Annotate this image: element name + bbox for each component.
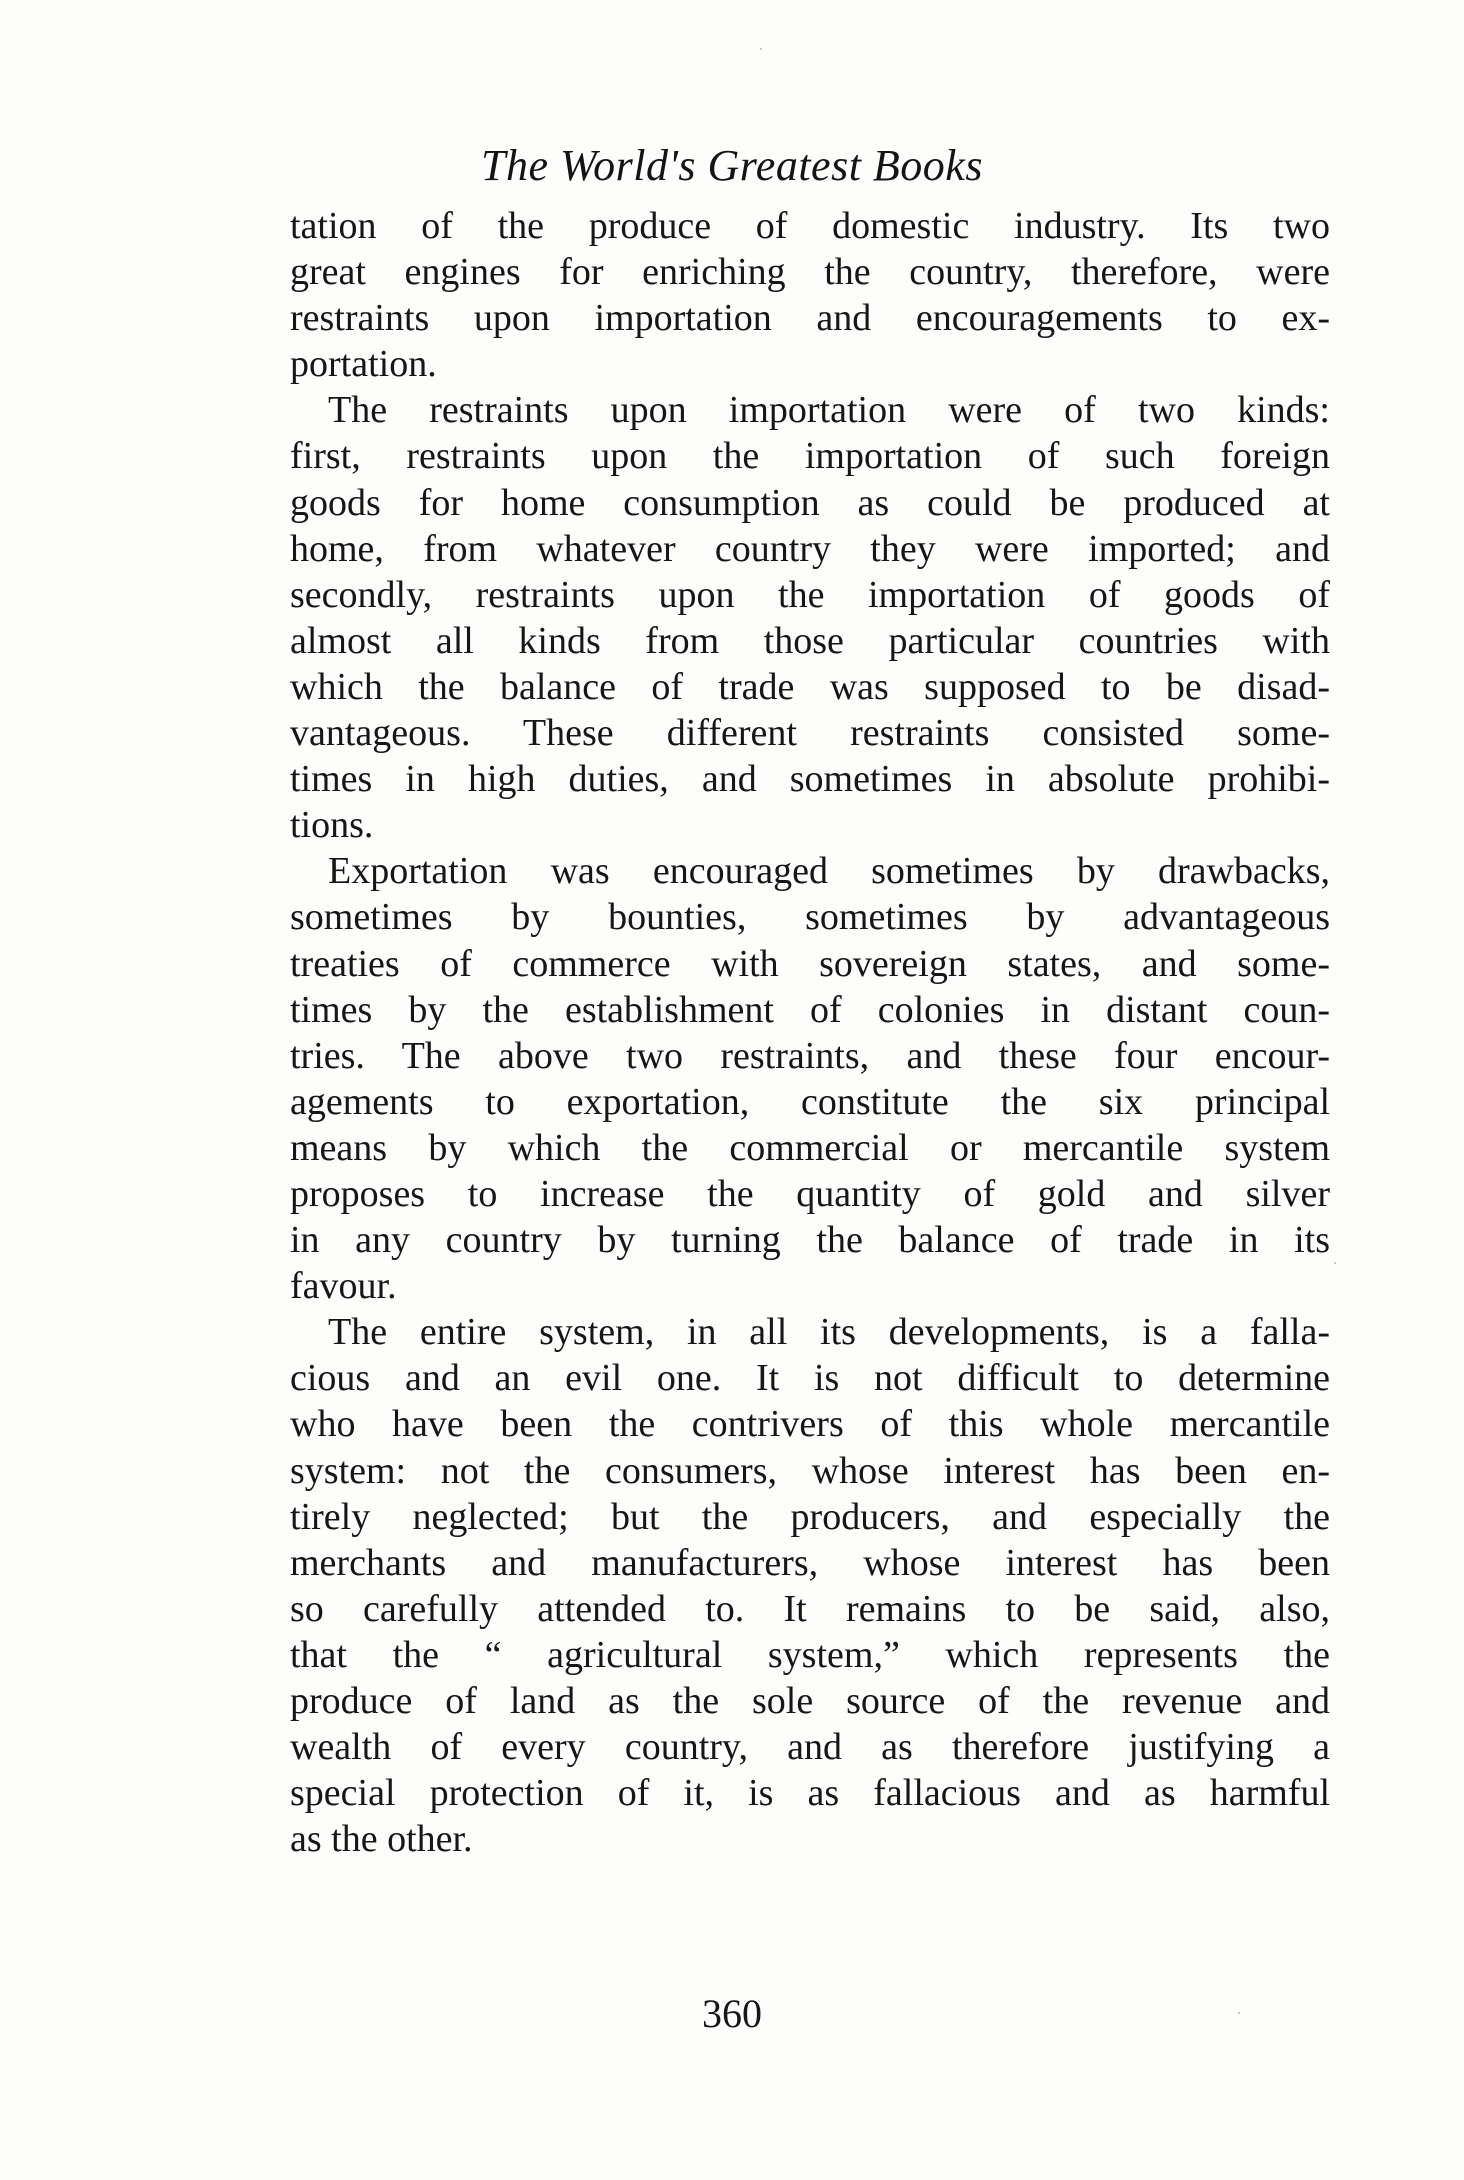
text-line: tries. The above two restraints, and these four encour- xyxy=(290,1034,1330,1077)
paragraph xyxy=(290,203,1330,387)
text-line: as the other. xyxy=(290,1818,473,1861)
text-line: means by which the commercial or mercantile system xyxy=(290,1126,1330,1169)
body-text xyxy=(290,203,1330,1862)
text-line: tirely neglected; but the producers, and especially the xyxy=(290,1495,1330,1538)
running-head: The World's Greatest Books xyxy=(481,141,983,190)
paragraph xyxy=(290,848,1330,1309)
paragraph xyxy=(290,387,1330,848)
text-line: sometimes by bounties, sometimes by advantageous xyxy=(290,896,1330,939)
text-line: vantageous. These different restraints consisted some- xyxy=(290,712,1330,755)
text-line: wealth of every country, and as therefore justifying a xyxy=(290,1726,1330,1769)
page-number: 360 xyxy=(702,1991,762,2036)
text-line: treaties of commerce with sovereign states, and some- xyxy=(290,942,1330,985)
text-line: almost all kinds from those particular countries with xyxy=(290,619,1330,662)
text-line: restraints upon importation and encouragements to ex- xyxy=(290,297,1330,340)
text-line: merchants and manufacturers, whose interest has been xyxy=(290,1541,1330,1584)
paper-speck xyxy=(1334,1262,1336,1264)
text-line: tation of the produce of domestic industry. Its two xyxy=(290,205,1330,247)
text-line: home, from whatever country they were imported; and xyxy=(290,527,1330,570)
text-line: so carefully attended to. It remains to be said, also, xyxy=(290,1587,1330,1630)
text-line: favour. xyxy=(290,1265,397,1308)
text-line: who have been the contrivers of this whole mercantile xyxy=(290,1403,1330,1446)
text-line: which the balance of trade was supposed to be disad- xyxy=(290,665,1330,708)
text-line: Exportation was encouraged sometimes by drawbacks, xyxy=(328,850,1330,893)
text-line: goods for home consumption as could be produced at xyxy=(290,481,1330,524)
text-line: tions. xyxy=(290,804,374,847)
text-line: times in high duties, and sometimes in absolute prohibi- xyxy=(290,758,1330,801)
text-line: proposes to increase the quantity of gold and silver xyxy=(290,1172,1330,1215)
text-line: secondly, restraints upon the importation of goods of xyxy=(290,573,1330,616)
text-line: The entire system, in all its developments, is a falla- xyxy=(328,1311,1330,1354)
text-line: that the “ agricultural system,” which represents the xyxy=(290,1633,1330,1676)
text-line: system: not the consumers, whose interest has been en- xyxy=(290,1449,1330,1492)
text-line: first, restraints upon the importation of such foreign xyxy=(290,435,1330,478)
text-line: times by the establishment of colonies in distant coun- xyxy=(290,988,1330,1031)
paper-speck xyxy=(760,48,762,50)
text-line: The restraints upon importation were of two kinds: xyxy=(328,389,1330,432)
paragraph xyxy=(290,1309,1330,1862)
text-line: in any country by turning the balance of trade in its xyxy=(290,1219,1330,1262)
text-line: great engines for enriching the country, therefore, were xyxy=(290,251,1330,294)
text-line: special protection of it, is as fallacious and as harmful xyxy=(290,1772,1330,1815)
text-line: portation. xyxy=(290,343,437,386)
text-line: cious and an evil one. It is not difficult to determine xyxy=(290,1357,1330,1400)
text-line: agements to exportation, constitute the six principal xyxy=(290,1080,1330,1123)
text-line: produce of land as the sole source of the revenue and xyxy=(290,1680,1330,1722)
